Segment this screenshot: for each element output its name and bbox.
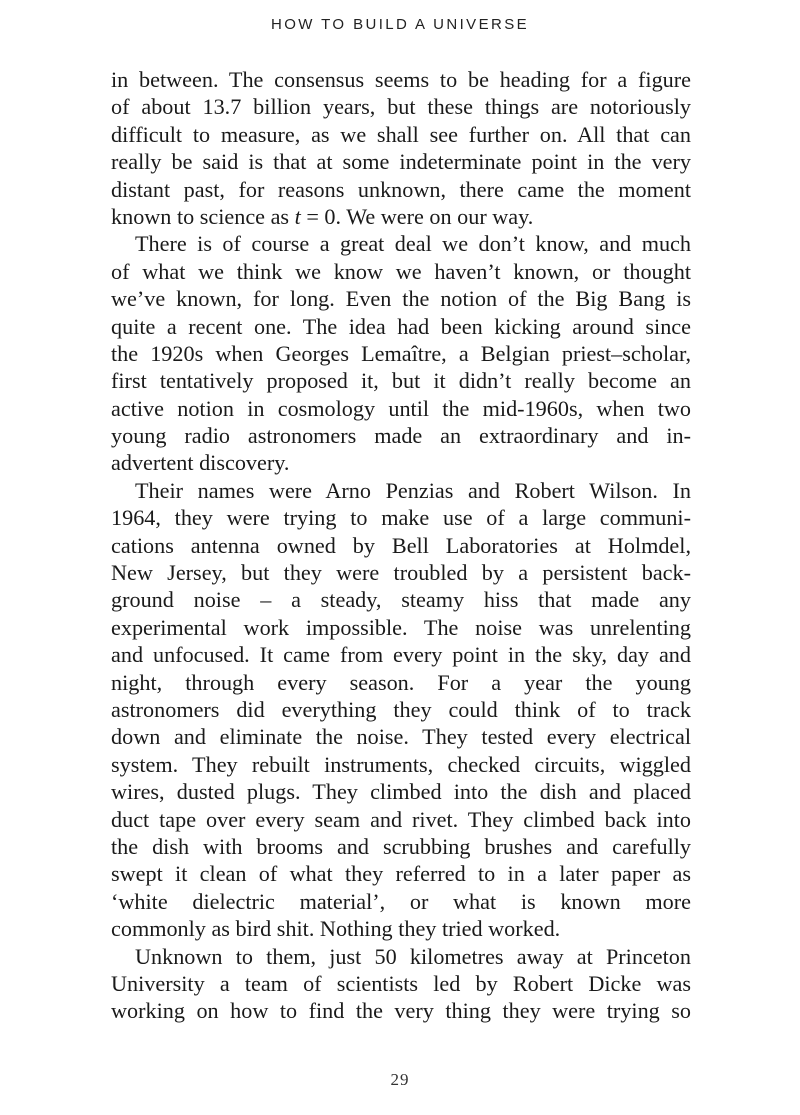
running-head: HOW TO BUILD A UNIVERSE: [270, 16, 530, 33]
text-line: the dish with brooms and scrubbing brushes and carefully: [111, 833, 691, 859]
text-line: ground noise – a steady, steamy hiss that made any: [111, 587, 691, 613]
text-line: night, through every season. For a year the young: [111, 669, 691, 695]
text-line: working on how to find the very thing they were trying so: [111, 998, 691, 1024]
text-line: Unknown to them, just 50 kilometres away at Princeton: [135, 943, 691, 969]
text-line: 1964, they were trying to make use of a large communi-: [111, 505, 691, 531]
text-line: duct tape over every seam and rivet. They climbed back into: [111, 806, 691, 832]
text-line: astronomers did everything they could think of to track: [111, 696, 691, 722]
text-line: down and eliminate the noise. They tested every electrical: [111, 724, 691, 750]
text-line: known to science as t = 0. We were on our way.: [111, 203, 534, 229]
text-line: and unfocused. It came from every point in the sky, day and: [111, 642, 691, 668]
text-line: of what we think we know we haven’t known, or thought: [111, 258, 691, 284]
text-line: quite a recent one. The idea had been kicking around since: [111, 313, 691, 339]
text-line: system. They rebuilt instruments, checked circuits, wiggled: [111, 751, 691, 777]
text-line: the 1920s when Georges Lemaître, a Belgian priest–scholar,: [111, 340, 691, 366]
text-line: wires, dusted plugs. They climbed into the dish and placed: [111, 779, 691, 805]
paragraph-1: [111, 66, 691, 230]
text-line: in between. The consensus seems to be heading for a figure: [111, 67, 691, 92]
text-line: Their names were Arno Penzias and Robert Wilson. In: [135, 477, 691, 503]
text-line: swept it clean of what they referred to in a later paper as: [111, 861, 691, 887]
text-line: New Jersey, but they were troubled by a persistent back-: [111, 560, 691, 586]
text-line: first tentatively proposed it, but it didn’t really become an: [111, 368, 691, 394]
paragraph-2: [111, 230, 691, 477]
paragraph-3: [111, 477, 691, 943]
text-line: distant past, for reasons unknown, there came the moment: [111, 176, 691, 202]
text-line: young radio astronomers made an extraordinary and in-: [111, 423, 691, 449]
text-line: There is of course a great deal we don’t know, and much: [135, 231, 691, 257]
text-line: difficult to measure, as we shall see further on. All that can: [111, 121, 691, 147]
text-line: advertent discovery.: [111, 450, 290, 476]
body-text: [111, 66, 691, 1025]
text-line: commonly as bird shit. Nothing they tried worked.: [111, 916, 561, 942]
text-line: active notion in cosmology until the mid-1960s, when two: [111, 395, 691, 421]
text-line: cations antenna owned by Bell Laboratories at Holmdel,: [111, 532, 691, 558]
text-line: really be said is that at some indeterminate point in the very: [111, 149, 691, 175]
text-line: experimental work impossible. The noise was unrelenting: [111, 614, 691, 640]
page-number: 29: [390, 1070, 410, 1089]
text-line: we’ve known, for long. Even the notion of the Big Bang is: [111, 286, 691, 312]
variable-t: t: [294, 203, 301, 229]
text-line: ‘white dielectric material’, or what is known more: [111, 888, 691, 914]
text-line: University a team of scientists led by Robert Dicke was: [111, 970, 691, 996]
text-line: of about 13.7 billion years, but these things are notoriously: [111, 94, 691, 120]
paragraph-4: [111, 943, 691, 1025]
